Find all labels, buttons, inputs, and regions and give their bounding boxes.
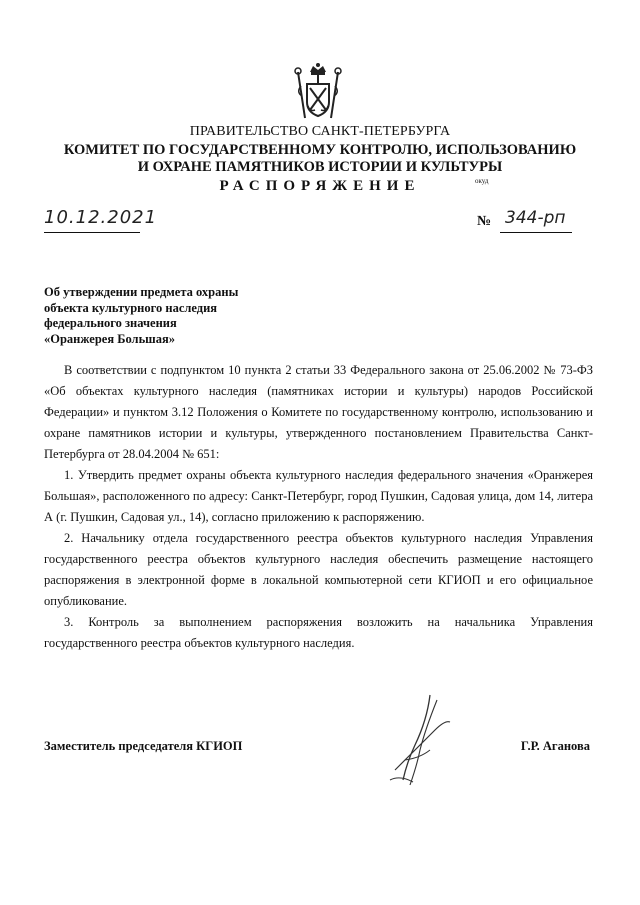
number-underline — [500, 232, 572, 233]
date-underline — [44, 232, 140, 233]
subject-line: объекта культурного наследия — [44, 300, 218, 315]
subject-line: федерального значения — [44, 316, 177, 330]
order-item-3: 3. Контроль за выполнением распоряжения возложить на начальника Управления государственного реестра объектов культурного наследия. — [44, 615, 593, 650]
document-number: 344-рп — [505, 208, 566, 228]
committee-name — [0, 142, 640, 176]
committee-name-line2: И ОХРАНЕ ПАМЯТНИКОВ ИСТОРИИ И КУЛЬТУРЫ — [137, 159, 503, 175]
committee-name-line1: КОМИТЕТ ПО ГОСУДАРСТВЕННОМУ КОНТРОЛЮ, ИСПОЛЬЗОВАНИЮ — [63, 142, 577, 158]
okud-label: окуд — [475, 177, 489, 185]
signer-title: Заместитель председателя КГИОП — [44, 739, 243, 753]
preamble-paragraph: В соответствии с подпунктом 10 пункта 2 статьи 33 Федерального закона от 25.06.2002 № 73-ФЗ «Об объектах культурного наследия (памятниках истории и культуры) народов Российской Федерации» и пунктом 3.12 Положения о Комитете по государственному контролю, использованию и охране памятников истории и культуры, утвержденного постановлением Правительства Санкт-Петербурга от 28.04.2004 № 651: — [44, 363, 593, 461]
number-label: № — [477, 214, 492, 229]
subject-line: Об утверждении предмета охраны — [44, 285, 239, 299]
government-name: ПРАВИТЕЛЬСТВО САНКТ-ПЕТЕРБУРГА — [189, 124, 451, 139]
document-subject — [44, 285, 238, 347]
order-item-1: 1. Утвердить предмет охраны объекта культурного наследия федерального значения «Оранжерея Большая», расположенного по адресу: Санкт-Петербург, город Пушкин, Садовая улица, дом 14, литера А (г. Пушкин, Садовая ул., 14), согласно приложению к распоряжению. — [44, 468, 593, 524]
document-date: 10.12.2021 — [44, 207, 158, 228]
handwritten-signature — [375, 690, 465, 790]
order-item-2: 2. Начальнику отдела государственного реестра объектов культурного наследия Управления государственного реестра объектов культурного наследия обеспечить размещение настоящего распоряжения в электронной форме в локальной компьютерной сети КГИОП и его официальное опубликование. — [44, 531, 593, 608]
coat-of-arms-icon — [293, 62, 343, 120]
signer-name: Г.Р. Аганова — [520, 739, 590, 753]
subject-line: «Оранжерея Большая» — [44, 331, 175, 346]
document-type: РАСПОРЯЖЕНИЕ — [219, 178, 421, 194]
document-body — [44, 360, 593, 654]
